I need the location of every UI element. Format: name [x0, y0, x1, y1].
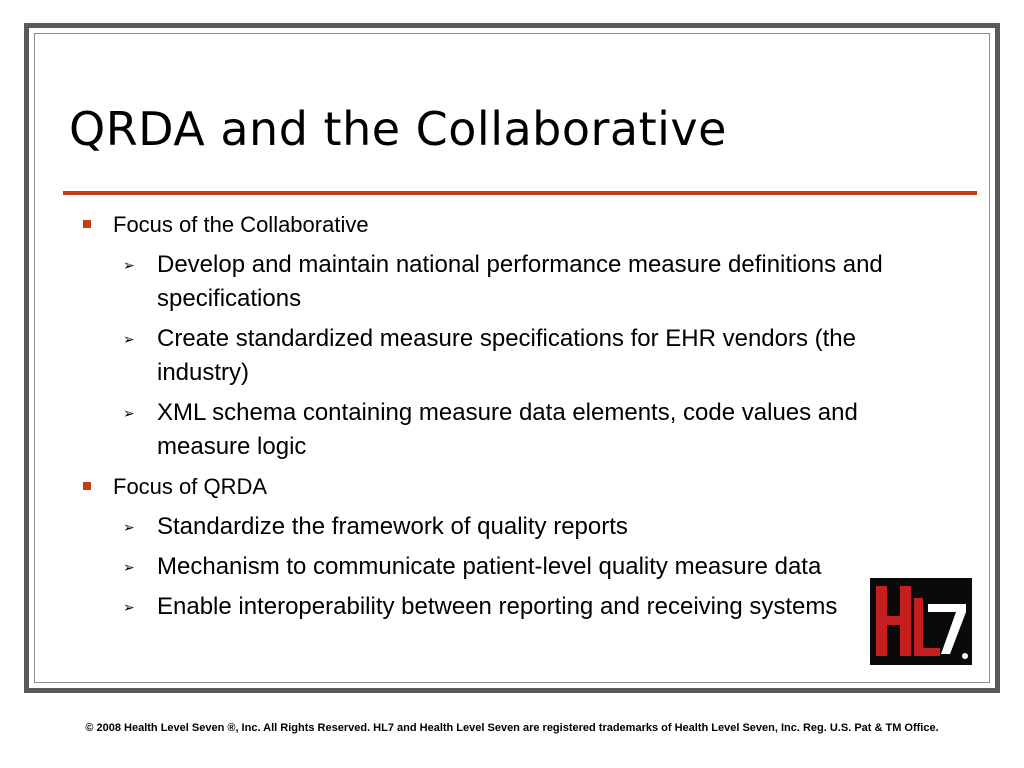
- sub-bullet-item: [67, 322, 967, 390]
- bullet-text: Focus of the Collaborative: [113, 212, 369, 237]
- slide-title: QRDA and the Collaborative: [69, 102, 727, 156]
- bullet-item: [67, 208, 967, 242]
- sub-bullet-text: Mechanism to communicate patient-level quality measure data: [157, 553, 822, 580]
- arrow-bullet-icon: ➢: [123, 331, 135, 347]
- arrow-bullet-icon: ➢: [123, 519, 135, 535]
- square-bullet-icon: [83, 220, 91, 228]
- sub-bullet-item: [67, 510, 967, 544]
- sub-bullet-item: [67, 590, 967, 624]
- bullet-text: Focus of QRDA: [113, 474, 268, 499]
- title-divider: [63, 191, 977, 195]
- hl7-logo-icon: [870, 578, 972, 665]
- arrow-bullet-icon: ➢: [123, 559, 135, 575]
- sub-bullet-text: XML schema containing measure data elements, code values and measure logic: [157, 399, 858, 460]
- sub-bullet-text: Develop and maintain national performance measure definitions and specifications: [157, 251, 883, 312]
- sub-bullet-text: Create standardized measure specifications for EHR vendors (the industry): [157, 325, 856, 386]
- square-bullet-icon: [83, 482, 91, 490]
- bullet-item: [67, 470, 967, 504]
- slide-outer-frame: [24, 23, 1000, 693]
- arrow-bullet-icon: ➢: [123, 405, 135, 421]
- sub-bullet-item: [67, 550, 967, 584]
- arrow-bullet-icon: ➢: [123, 257, 135, 273]
- sub-bullet-text: Enable interoperability between reporting and receiving systems: [157, 593, 838, 620]
- sub-bullet-item: [67, 396, 967, 464]
- sub-bullet-text: Standardize the framework of quality reports: [157, 513, 628, 540]
- arrow-bullet-icon: ➢: [123, 599, 135, 615]
- copyright-footer: © 2008 Health Level Seven ®, Inc. All Rights Reserved. HL7 and Health Level Seven are registered trademarks of Health Level Seven, Inc. Reg. U.S. Pat & TM Office.: [85, 722, 939, 734]
- sub-bullet-item: [67, 248, 967, 316]
- bullet-list: [67, 208, 967, 624]
